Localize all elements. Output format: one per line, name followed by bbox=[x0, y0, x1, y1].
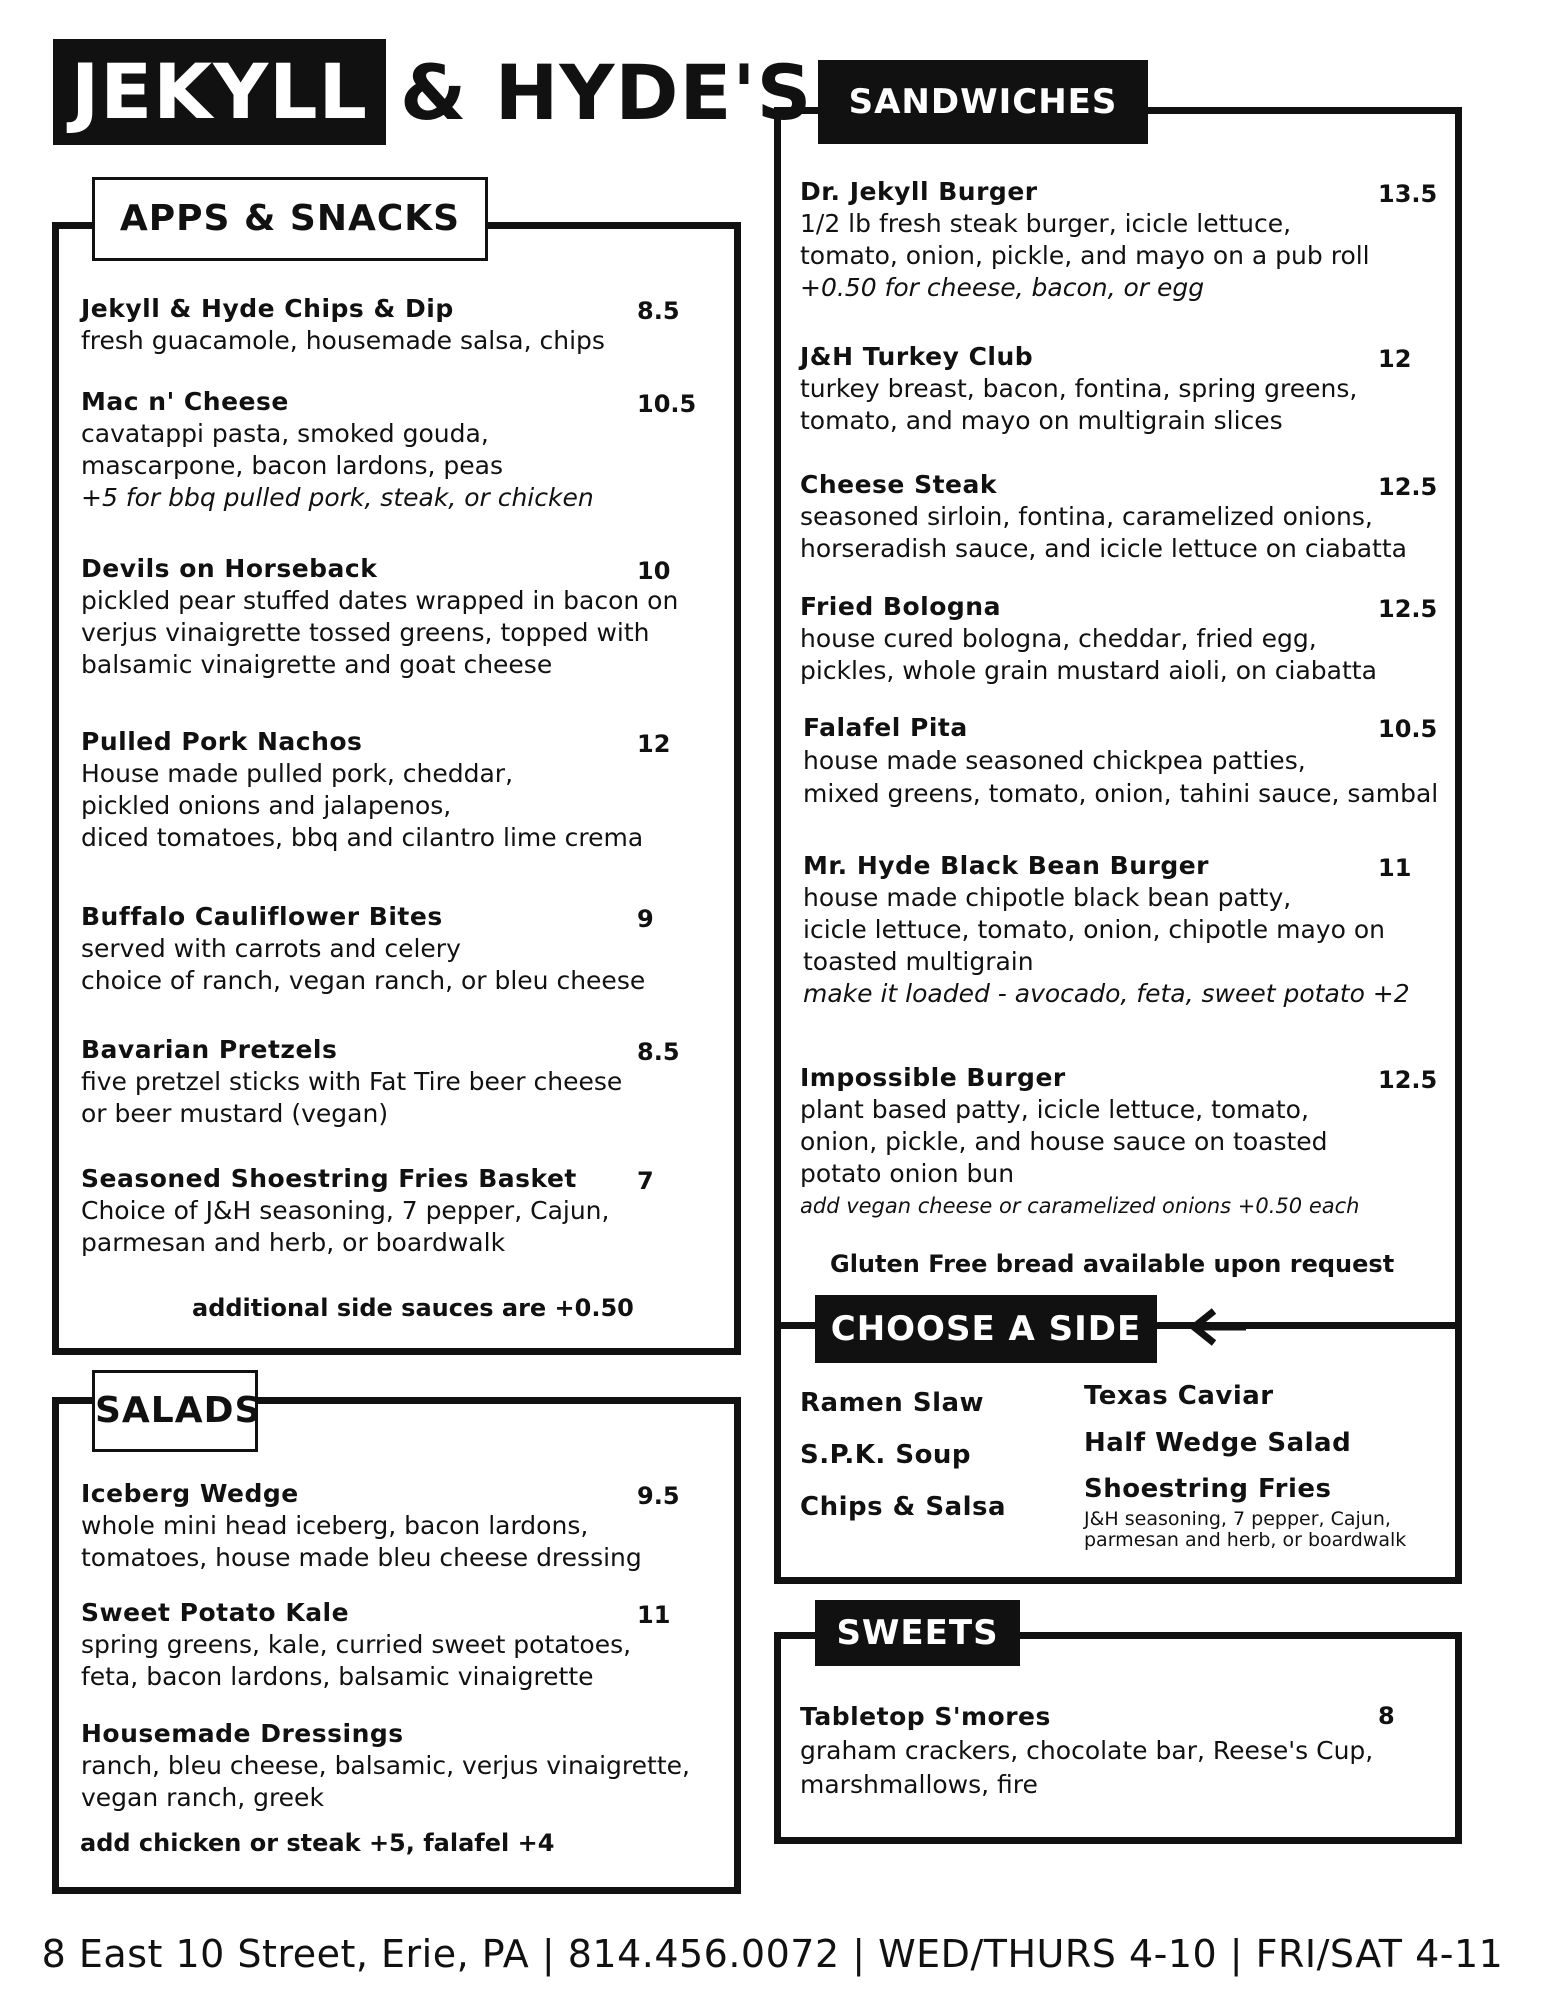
sandwich-item-6 bbox=[803, 850, 1453, 1010]
item-desc: pickled pear stuffed dates wrapped in bacon on verjus vinaigrette tossed greens, topped with balsamic vinaigrette and goat cheese bbox=[81, 586, 679, 679]
item-name: Fried Bologna bbox=[800, 592, 1001, 621]
side-item: Ramen Slaw bbox=[800, 1388, 985, 1418]
item-name: Mac n' Cheese bbox=[81, 387, 289, 416]
footer-info: 8 East 10 Street, Erie, PA | 814.456.0072 | WED/THURS 4-10 | FRI/SAT 4-11 bbox=[41, 1932, 1504, 1976]
apps-item-3 bbox=[81, 553, 721, 681]
item-desc: served with carrots and celery choice of ranch, vegan ranch, or bleu cheese bbox=[81, 934, 646, 995]
sweets-label: SWEETS bbox=[815, 1600, 1020, 1666]
item-name: Housemade Dressings bbox=[81, 1719, 404, 1748]
item-name: Impossible Burger bbox=[800, 1063, 1066, 1092]
sandwich-price-3: 12.5 bbox=[1378, 473, 1438, 501]
fries-seasoning-note: J&H seasoning, 7 pepper, Cajun, parmesan and herb, or boardwalk bbox=[1084, 1508, 1407, 1551]
item-desc: ranch, bleu cheese, balsamic, verjus vinaigrette, vegan ranch, greek bbox=[81, 1751, 690, 1812]
item-desc: house made chipotle black bean patty, icicle lettuce, tomato, onion, chipotle mayo on toasted multigrain bbox=[803, 883, 1385, 976]
sandwich-item-7 bbox=[800, 1062, 1450, 1222]
item-name: Seasoned Shoestring Fries Basket bbox=[81, 1164, 577, 1193]
title-hydes: & HYDE'S bbox=[399, 47, 813, 137]
title-jekyll: JEKYLL bbox=[53, 39, 386, 145]
item-note: add vegan cheese or caramelized onions +0.50 each bbox=[800, 1194, 1360, 1218]
item-desc: fresh guacamole, housemade salsa, chips bbox=[81, 326, 605, 355]
salads-label: SALADS bbox=[92, 1370, 258, 1452]
sandwiches-footer-note: Gluten Free bread available upon request bbox=[830, 1250, 1395, 1278]
sandwich-price-1: 13.5 bbox=[1378, 180, 1438, 208]
item-name: Bavarian Pretzels bbox=[81, 1035, 338, 1064]
item-desc: House made pulled pork, cheddar, pickled onions and jalapenos, diced tomatoes, bbq and cilantro lime crema bbox=[81, 759, 644, 852]
item-name: Sweet Potato Kale bbox=[81, 1598, 350, 1627]
apps-item-4 bbox=[81, 726, 721, 854]
apps-price-3: 10 bbox=[637, 557, 671, 585]
arrow-left-icon bbox=[1186, 1305, 1246, 1349]
salads-item-1 bbox=[81, 1478, 721, 1574]
sandwich-price-6: 11 bbox=[1378, 854, 1412, 882]
item-desc: Choice of J&H seasoning, 7 pepper, Cajun, parmesan and herb, or boardwalk bbox=[81, 1196, 610, 1257]
item-desc: house made seasoned chickpea patties, mixed greens, tomato, onion, tahini sauce, sambal bbox=[803, 746, 1439, 808]
sandwich-item-3 bbox=[800, 469, 1450, 565]
item-name: Cheese Steak bbox=[800, 470, 998, 499]
sweets-item-1 bbox=[800, 1700, 1450, 1802]
item-desc: turkey breast, bacon, fontina, spring greens, tomato, and mayo on multigrain slices bbox=[800, 374, 1358, 435]
apps-price-1: 8.5 bbox=[637, 297, 680, 325]
apps-price-7: 7 bbox=[637, 1167, 654, 1195]
item-name: Tabletop S'mores bbox=[800, 1702, 1051, 1731]
item-note: make it loaded - avocado, feta, sweet potato +2 bbox=[803, 979, 1410, 1008]
sandwiches-label: SANDWICHES bbox=[818, 60, 1148, 144]
item-name: Dr. Jekyll Burger bbox=[800, 177, 1038, 206]
sandwich-item-4 bbox=[800, 591, 1450, 687]
salads-price-1: 9.5 bbox=[637, 1482, 680, 1510]
item-desc: seasoned sirloin, fontina, caramelized onions, horseradish sauce, and icicle lettuce on ciabatta bbox=[800, 502, 1407, 563]
sweets-price-1: 8 bbox=[1378, 1702, 1395, 1730]
item-desc: house cured bologna, cheddar, fried egg, pickles, whole grain mustard aioli, on ciabatta bbox=[800, 624, 1377, 685]
apps-price-5: 9 bbox=[637, 905, 654, 933]
apps-footer-note: additional side sauces are +0.50 bbox=[192, 1294, 634, 1322]
item-name: Buffalo Cauliflower Bites bbox=[81, 902, 443, 931]
sandwich-price-2: 12 bbox=[1378, 345, 1412, 373]
apps-item-7 bbox=[81, 1163, 721, 1259]
sides-label: CHOOSE A SIDE bbox=[815, 1295, 1157, 1363]
sandwich-item-2 bbox=[800, 341, 1440, 437]
salads-footer-note: add chicken or steak +5, falafel +4 bbox=[80, 1829, 555, 1857]
item-desc: five pretzel sticks with Fat Tire beer cheese or beer mustard (vegan) bbox=[81, 1067, 623, 1128]
side-item: Half Wedge Salad bbox=[1084, 1428, 1352, 1458]
item-name: Pulled Pork Nachos bbox=[81, 727, 363, 756]
item-desc: plant based patty, icicle lettuce, tomato, onion, pickle, and house sauce on toasted potato onion bun bbox=[800, 1095, 1328, 1188]
apps-item-1 bbox=[81, 293, 701, 357]
item-desc: graham crackers, chocolate bar, Reese's Cup, marshmallows, fire bbox=[800, 1736, 1374, 1799]
apps-price-6: 8.5 bbox=[637, 1038, 680, 1066]
sandwich-price-7: 12.5 bbox=[1378, 1066, 1438, 1094]
item-desc: spring greens, kale, curried sweet potatoes, feta, bacon lardons, balsamic vinaigrette bbox=[81, 1630, 632, 1691]
item-name: J&H Turkey Club bbox=[800, 342, 1034, 371]
item-note: +5 for bbq pulled pork, steak, or chicken bbox=[81, 483, 594, 512]
sandwich-price-4: 12.5 bbox=[1378, 595, 1438, 623]
apps-price-4: 12 bbox=[637, 730, 671, 758]
side-item: S.P.K. Soup bbox=[800, 1440, 972, 1470]
side-item: Chips & Salsa bbox=[800, 1492, 1007, 1522]
sandwich-item-1 bbox=[800, 176, 1440, 304]
item-desc: whole mini head iceberg, bacon lardons, tomatoes, house made bleu cheese dressing bbox=[81, 1511, 642, 1572]
item-name: Jekyll & Hyde Chips & Dip bbox=[81, 294, 454, 323]
sandwich-item-5 bbox=[803, 711, 1453, 810]
apps-item-6 bbox=[81, 1034, 721, 1130]
item-note: +0.50 for cheese, bacon, or egg bbox=[800, 273, 1205, 302]
side-item: Shoestring Fries bbox=[1084, 1474, 1332, 1504]
salads-price-2: 11 bbox=[637, 1601, 671, 1629]
sandwich-price-5: 10.5 bbox=[1378, 715, 1438, 743]
item-desc: 1/2 lb fresh steak burger, icicle lettuce, tomato, onion, pickle, and mayo on a pub roll bbox=[800, 209, 1370, 270]
apps-label: APPS & SNACKS bbox=[92, 177, 488, 261]
item-name: Iceberg Wedge bbox=[81, 1479, 299, 1508]
salads-item-3 bbox=[81, 1718, 731, 1814]
apps-price-2: 10.5 bbox=[637, 390, 697, 418]
side-item: Texas Caviar bbox=[1084, 1381, 1274, 1411]
item-desc: cavatappi pasta, smoked gouda, mascarpone, bacon lardons, peas bbox=[81, 419, 503, 480]
salads-item-2 bbox=[81, 1597, 721, 1693]
item-name: Falafel Pita bbox=[803, 713, 968, 742]
item-name: Mr. Hyde Black Bean Burger bbox=[803, 851, 1210, 880]
apps-item-5 bbox=[81, 901, 721, 997]
item-name: Devils on Horseback bbox=[81, 554, 378, 583]
restaurant-title bbox=[53, 39, 812, 145]
apps-item-2 bbox=[81, 386, 701, 514]
